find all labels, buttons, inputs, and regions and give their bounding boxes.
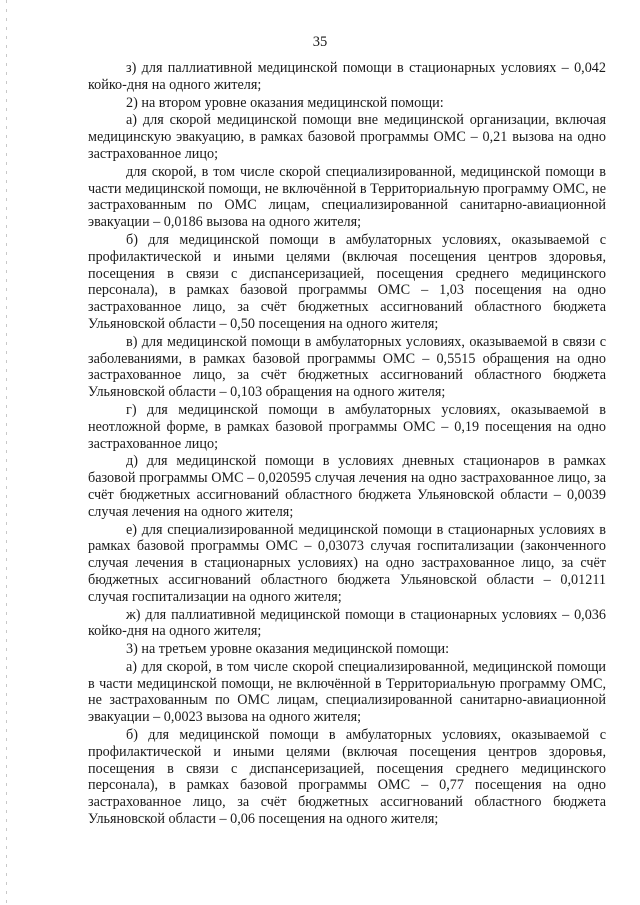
paragraph-level2-d: д) для медицинской помощи в условиях дневных стационаров в рамках базовой программы ОМС – 0,020595 случая лечения на одно застрахованное лицо, за счёт бюджетных ассигнований областного бюджета Ульяновской области – 0,0039 случая лечения на одного жителя; (88, 453, 606, 520)
paragraph-level1-z: з) для паллиативной медицинской помощи в стационарных условиях – 0,042 койко-дня на одного жителя; (88, 60, 606, 93)
paragraph-level2-b: б) для медицинской помощи в амбулаторных условиях, оказываемой с профилактической и иными целями (включая посещения центров здоровья, посещения в связи с диспансеризацией, посещения среднего медицинского персонала), в рамках базовой программы ОМС – 1,03 посещения на одно застрахованное лицо, за счёт бюджетных ассигнований областного бюджета Ульяновской области – 0,50 посещения на одного жителя; (88, 231, 606, 332)
heading-level3: 3) на третьем уровне оказания медицинской помощи: (126, 641, 450, 658)
paragraph-level2-a-ext: для скорой, в том числе скорой специализированной, медицинской помощи в части медицинской помощи, не включённой в Территориальную программу ОМС, не застрахованным по ОМС лицам, специализированной санитарно-авиационной эвакуации – 0,0186 вызова на одного жителя; (88, 163, 606, 231)
document-body (88, 60, 606, 828)
paragraph-level3-a: а) для скорой, в том числе скорой специализированной, медицинской помощи в части медицинской помощи, не включённой в Территориальную программу ОМС, не застрахованным по ОМС лицам, специализированной санитарно-авиационной эвакуации – 0,0023 вызова на одного жителя; (88, 658, 606, 726)
paragraph-level2-e: е) для специализированной медицинской помощи в стационарных условиях в рамках базовой программы ОМС – 0,03073 случая госпитализации (законченного случая лечения в стационарных условиях) на одно застрахованное лицо, за счёт бюджетных ассигнований областного бюджета Ульяновской области – 0,01211 случая госпитализации на одного жителя; (88, 521, 606, 605)
paragraph-level2-g: г) для медицинской помощи в амбулаторных условиях, оказываемой в неотложной форме, в рамках базовой программы ОМС – 0,19 посещения на одно застрахованное лицо; (88, 401, 606, 452)
page-number: 35 (312, 34, 328, 50)
paragraph-level2-zh: ж) для паллиативной медицинской помощи в стационарных условиях – 0,036 койко-дня на одного жителя; (88, 606, 606, 640)
scan-edge (6, 0, 7, 905)
paragraph-level2-a: а) для скорой медицинской помощи вне медицинской организации, включая медицинскую эвакуацию, в рамках базовой программы ОМС – 0,21 вызова на одно застрахованное лицо; (88, 112, 606, 162)
heading-level2: 2) на втором уровне оказания медицинской помощи: (126, 94, 444, 111)
paragraph-level3-b: б) для медицинской помощи в амбулаторных условиях, оказываемой с профилактической и иными целями (включая посещения центров здоровья, посещения в связи с диспансеризацией, посещения среднего медицинского персонала), в рамках базовой программы ОМС – 0,77 посещения на одно застрахованное лицо, за счёт бюджетных ассигнований областного бюджета Ульяновской области – 0,06 посещения на одного жителя; (88, 727, 606, 828)
paragraph-level2-v: в) для медицинской помощи в амбулаторных условиях, оказываемой в связи с заболеваниями, в рамках базовой программы ОМС – 0,5515 обращения на одно застрахованное лицо, за счёт бюджетных ассигнований областного бюджета Ульяновской области – 0,103 обращения на одного жителя; (88, 333, 606, 401)
